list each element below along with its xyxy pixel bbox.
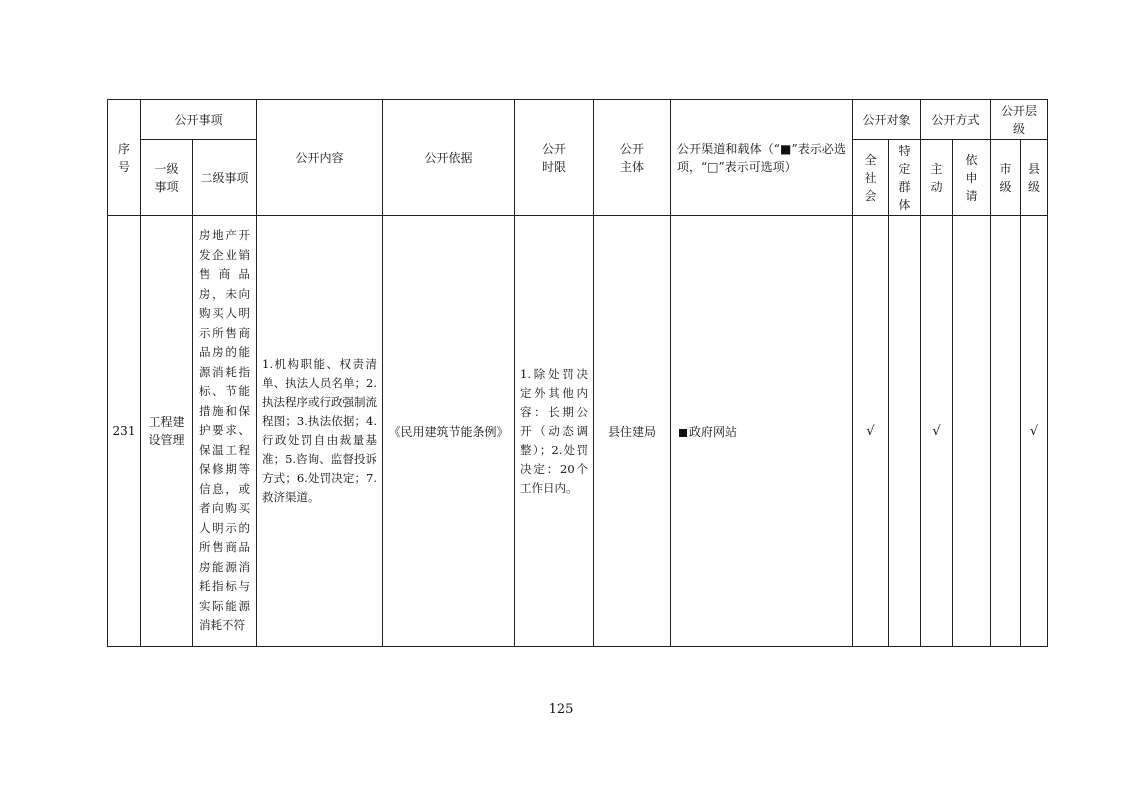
- channel-label: 政府网站: [689, 424, 738, 439]
- header-method-request: 依申请: [953, 140, 991, 216]
- disclosure-table: [107, 99, 1048, 647]
- header-target-all: 全社会: [853, 140, 889, 216]
- cell-check-request: [953, 216, 991, 647]
- header-time-limit: 公开时限: [515, 100, 594, 216]
- header-basis: 公开依据: [383, 100, 515, 216]
- header-target: 公开对象: [853, 100, 921, 140]
- cell-channel: [671, 216, 853, 647]
- header-content: 公开内容: [257, 100, 383, 216]
- header-item: 公开事项: [141, 100, 257, 140]
- cell-subject: 县住建局: [594, 216, 671, 647]
- cell-check-county: √: [1021, 216, 1048, 647]
- header-channel: 公开渠道和载体（“■”表示必选项，“□”表示可选项）: [671, 100, 853, 216]
- header-level: 公开层级: [991, 100, 1048, 140]
- page-number: 125: [548, 702, 574, 717]
- header-level-city: 市级: [991, 140, 1021, 216]
- cell-time-limit: 1.除处罚决定外其他内容：长期公开（动态调整）；2.处罚决定：20个工作日内。: [515, 216, 594, 647]
- cell-check-specific: [889, 216, 921, 647]
- cell-seq: 231: [108, 216, 141, 647]
- cell-content: 1.机构职能、权责清单、执法人员名单；2.执法程序或行政强制流程图；3.执法依据；4.行政处罚自由裁量基准；5.咨询、监督投诉方式；6.处罚决定；7.救济渠道。: [257, 216, 383, 647]
- filled-square-icon: [679, 429, 687, 437]
- cell-basis: 《民用建筑节能条例》: [383, 216, 515, 647]
- header-level-county: 县级: [1021, 140, 1048, 216]
- header-level1: 一级事项: [141, 140, 193, 216]
- header-method: 公开方式: [921, 100, 991, 140]
- cell-level1: 工程建设管理: [141, 216, 193, 647]
- cell-level2: 房地产开发企业销售商品房，未向购买人明示所售商品房的能源消耗指标、节能措施和保护要求、保温工程保修期等信息，或者向购买人明示的所售商品房能源消耗指标与实际能源消耗不符: [193, 216, 257, 647]
- header-subject: 公开主体: [594, 100, 671, 216]
- header-target-specific: 特定群体: [889, 140, 921, 216]
- header-method-active: 主动: [921, 140, 953, 216]
- header-level2: 二级事项: [193, 140, 257, 216]
- cell-check-active: √: [921, 216, 953, 647]
- cell-check-city: [991, 216, 1021, 647]
- cell-check-all: √: [853, 216, 889, 647]
- header-seq: 序号: [108, 100, 141, 216]
